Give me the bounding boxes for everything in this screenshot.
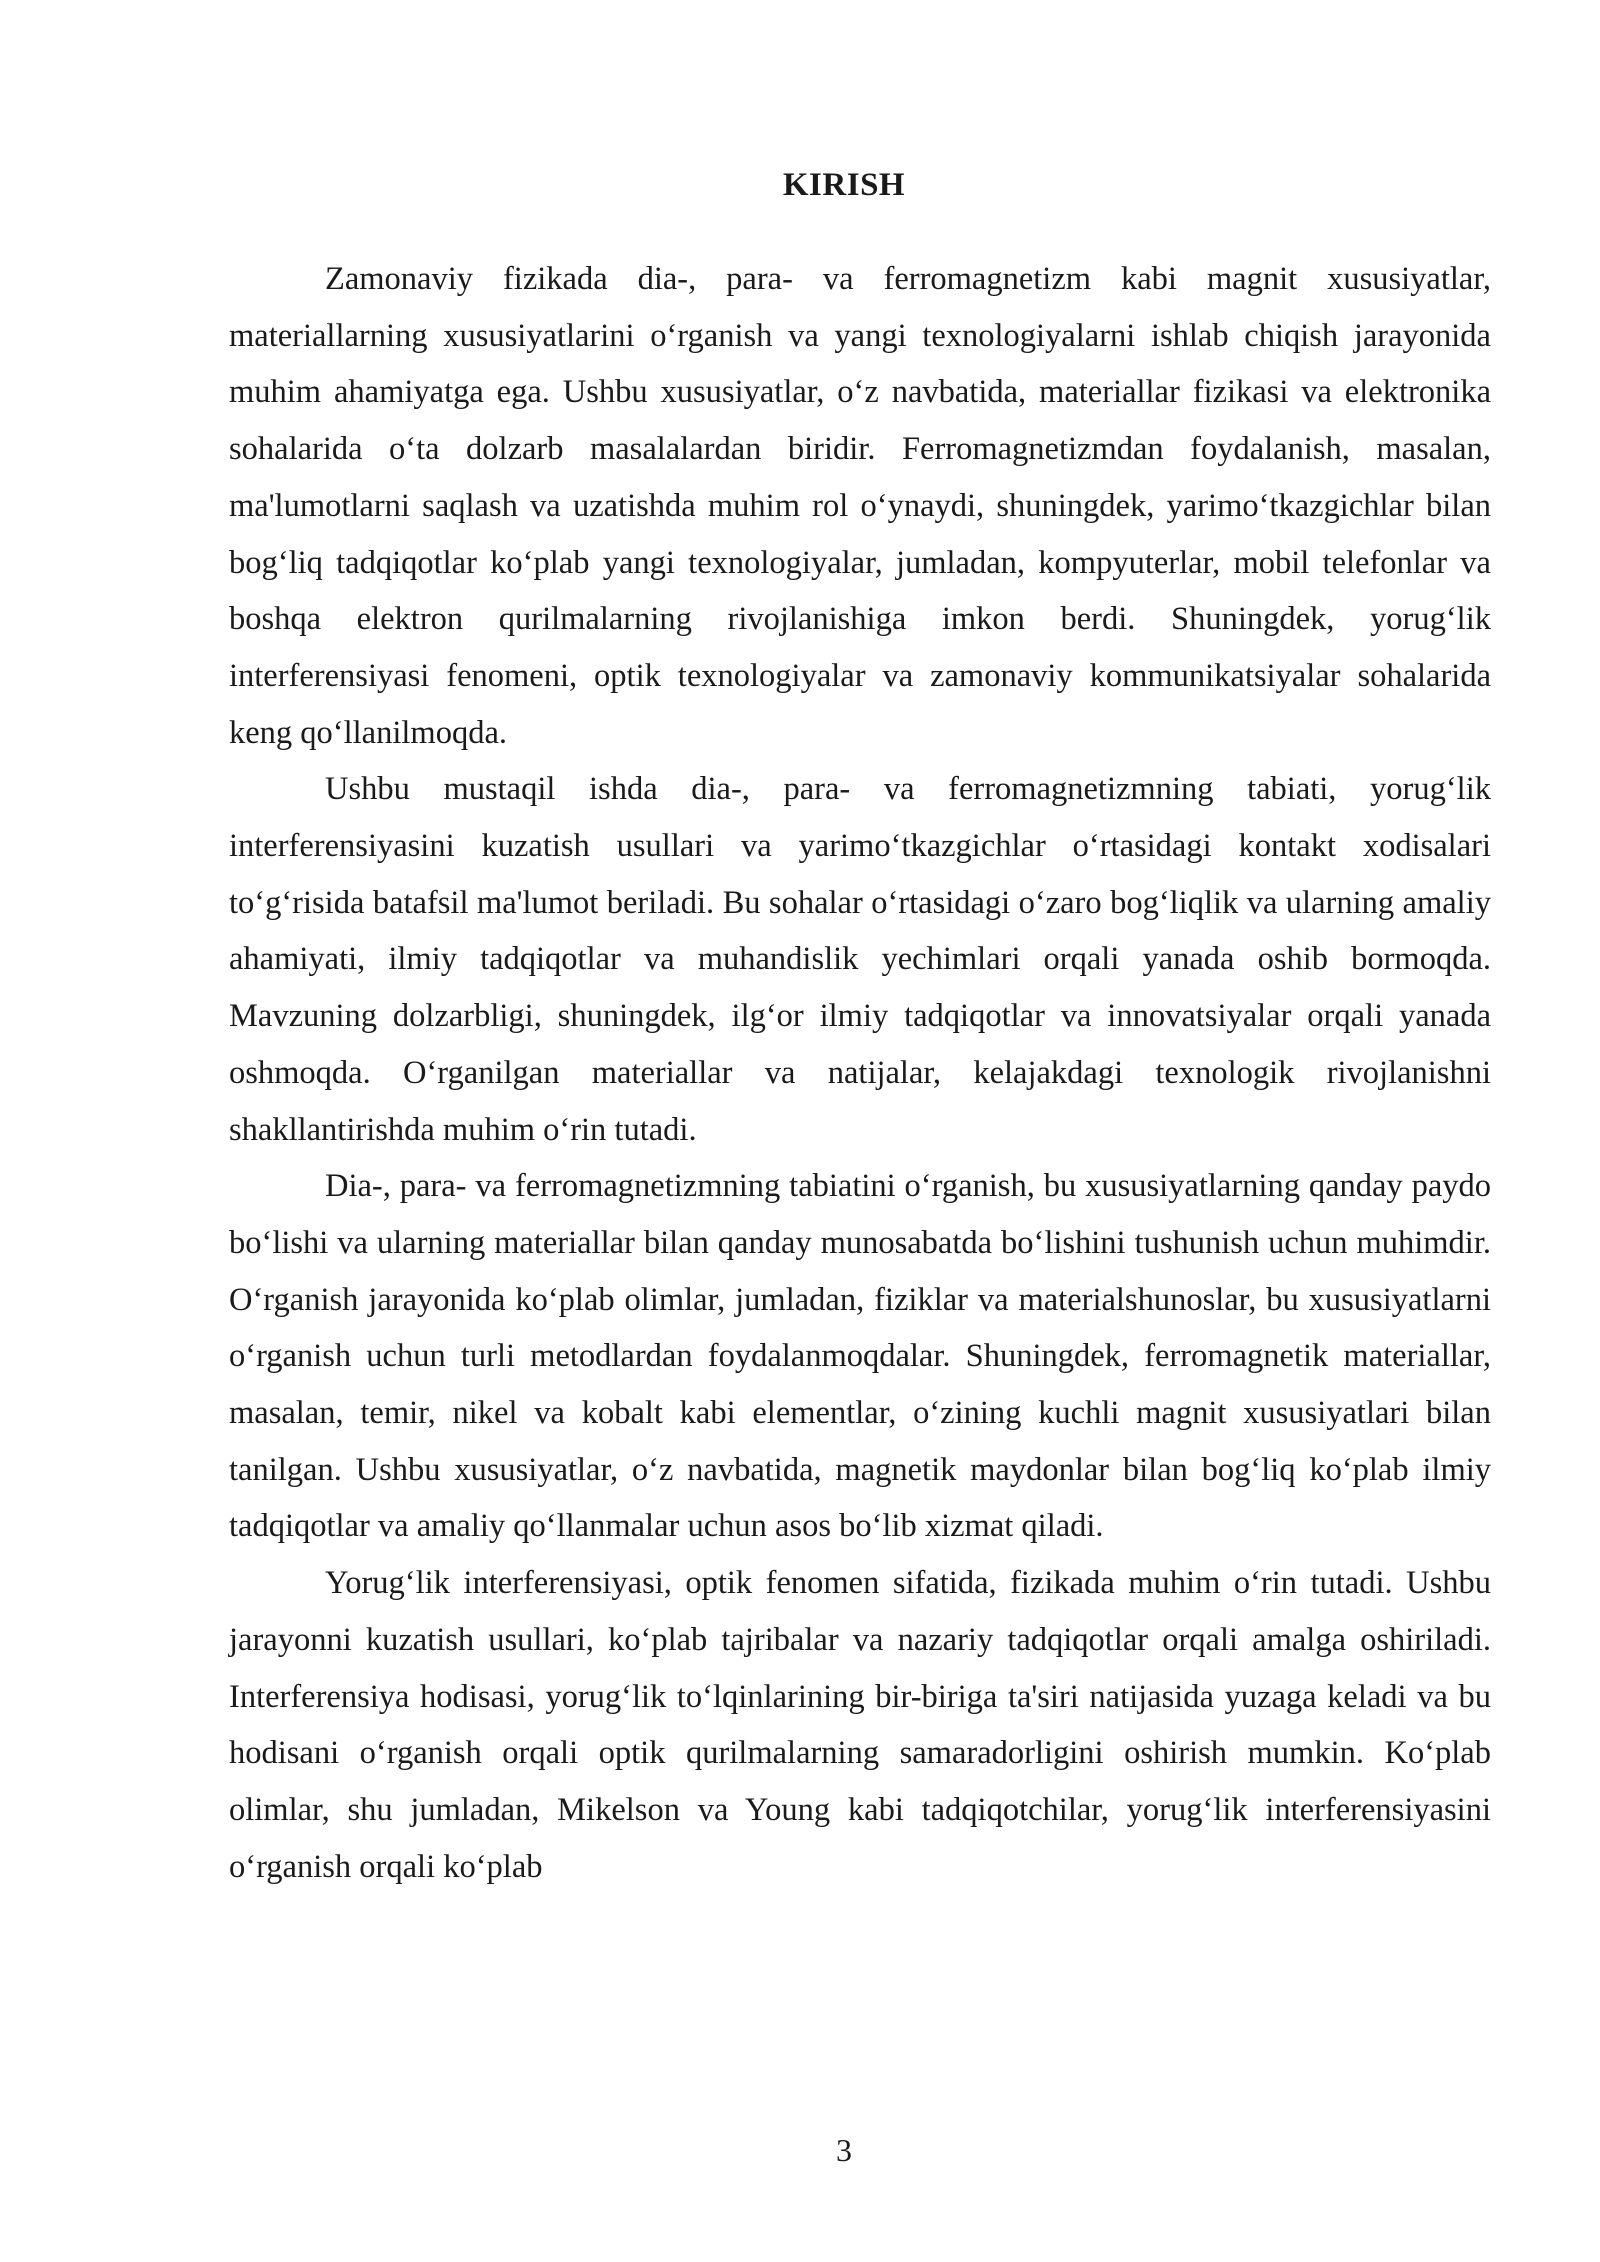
section-title: KIRISH [782,167,906,203]
paragraph-4: Yorug‘lik interferensiyasi, optik fenomen sifatida, fizikada muhim o‘rin tutadi. Ushbu jarayonni kuzatish usullari, ko‘plab tajribalar va nazariy tadqiqotlar orqali amalga oshiriladi. Interferensiya hodisasi, yorug‘lik to‘lqinlarining bir-biriga ta'siri natijasida yuzaga keladi va bu hodisani o‘rganish orqali optik qurilmalarning samaradorligini oshirish mumkin. Ko‘plab olimlar, shu jumladan, Mikelson va Young kabi tadqiqotchilar, yorug‘lik interferensiyasini o‘rganish orqali ko‘plab [229,1565,1491,1885]
paragraph-2: Ushbu mustaqil ishda dia-, para- va ferromagnetizmning tabiati, yorug‘lik interferensiyasini kuzatish usullari va yarimo‘tkazgichlar o‘rtasidagi kontakt xodisalari to‘g‘risida batafsil ma'lumot beriladi. Bu sohalar o‘rtasidagi o‘zaro bog‘liqlik va ularning amaliy ahamiyati, ilmiy tadqiqotlar va muhandislik yechimlari orqali yanada oshib bormoqda. Mavzuning dolzarbligi, shuningdek, ilg‘or ilmiy tadqiqotlar va innovatsiyalar orqali yanada oshmoqda. O‘rganilgan materiallar va natijalar, kelajakdagi texnologik rivojlanishni shakllantirishda muhim o‘rin tutadi. [229,771,1491,1148]
paragraph-1: Zamonaviy fizikada dia-, para- va ferromagnetizm kabi magnit xususiyatlar, materiallarning xususiyatlarini o‘rganish va yangi texnologiyalarni ishlab chiqish jarayonida muhim ahamiyatga ega. Ushbu xususiyatlar, o‘z navbatida, materiallar fizikasi va elektronika sohalarida o‘ta dolzarb masalalardan biridir. Ferromagnetizmdan foydalanish, masalan, ma'lumotlarni saqlash va uzatishda muhim rol o‘ynaydi, shuningdek, yarimo‘tkazgichlar bilan bog‘liq tadqiqotlar ko‘plab yangi texnologiyalar, jumladan, kompyuterlar, mobil telefonlar va boshqa elektron qurilmalarning rivojlanishiga imkon berdi. Shuningdek, yorug‘lik interferensiyasi fenomeni, optik texnologiyalar va zamonaviy kommunikatsiyalar sohalarida keng qo‘llanilmoqda. [229,261,1491,751]
paragraph-3: Dia-, para- va ferromagnetizmning tabiatini o‘rganish, bu xususiyatlarning qanday paydo bo‘lishi va ularning materiallar bilan qanday munosabatda bo‘lishini tushunish uchun muhimdir. O‘rganish jarayonida ko‘plab olimlar, jumladan, fiziklar va materialshunoslar, bu xususiyatlarni o‘rganish uchun turli metodlardan foydalanmoqdalar. Shuningdek, ferromagnetik materiallar, masalan, temir, nikel va kobalt kabi elementlar, o‘zining kuchli magnit xususiyatlari bilan tanilgan. Ushbu xususiyatlar, o‘z navbatida, magnetik maydonlar bilan bog‘liq ko‘plab ilmiy tadqiqotlar va amaliy qo‘llanmalar uchun asos bo‘lib xizmat qiladi. [229,1168,1491,1545]
page-number: 3 [836,2132,852,2168]
body-text [229,251,1491,1895]
